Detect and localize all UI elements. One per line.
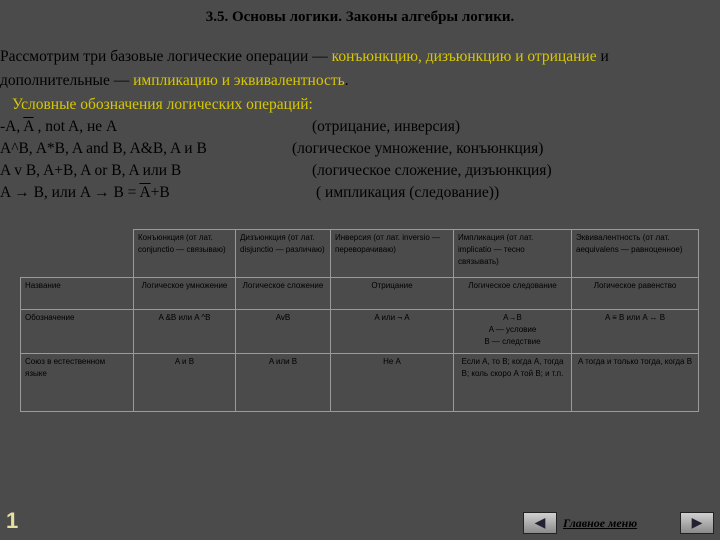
notation-left: A v B, A+B, A or B, A или B <box>0 162 182 179</box>
table-cell: A &B или A ^B <box>134 310 236 354</box>
slide-title: 3.5. Основы логики. Законы алгебры логики. <box>205 9 515 25</box>
notation-text: -A, <box>0 118 24 135</box>
table-cell: AvB <box>236 310 331 354</box>
table-cell: A и B <box>134 354 236 412</box>
notation-right: ( импликация (следование)) <box>316 184 500 201</box>
intro-highlight: импликацию и эквивалентность <box>133 72 345 89</box>
row-label: Обозначение <box>21 310 134 354</box>
row-label: Название <box>21 278 134 310</box>
arrow-right-icon: ▶ <box>691 515 703 531</box>
notation-text: A → B, или A → B = <box>0 184 140 201</box>
table-cell-line: A — условие <box>488 325 537 334</box>
table-row <box>21 310 699 354</box>
table-cell: A или ¬ A <box>331 310 454 354</box>
table-header: Инверсия (от лат. inversio — переворачиваю) <box>331 230 454 278</box>
main-menu-link[interactable]: Главное меню <box>563 516 638 530</box>
notation-left <box>0 184 170 202</box>
page-number: 1 <box>6 508 19 533</box>
table-row <box>21 278 699 310</box>
table-header: Импликация (от лат. implicatio — тесно связывать) <box>454 230 572 278</box>
table-cell: Логическое следование <box>454 278 572 310</box>
notation-text: , not A, не A <box>33 118 118 135</box>
notation-bar-text: $\overline{A}$ <box>139 184 151 201</box>
intro-line-2 <box>0 72 349 90</box>
intro-text: Рассмотрим три базовые логические операции — <box>0 48 332 65</box>
table-cell: A тогда и только тогда, когда B <box>572 354 699 412</box>
table-cell-line: A→B <box>503 313 522 322</box>
arrow-left-icon: ◀ <box>534 515 546 531</box>
notation-text: +B <box>150 184 170 201</box>
notation-right: (логическое сложение, дизъюнкция) <box>312 162 552 179</box>
implication-notation-cell <box>454 310 572 354</box>
table-header: Эквивалентность (от лат. aequivalens — равноценное) <box>572 230 699 278</box>
intro-text: и <box>596 48 609 65</box>
table-corner <box>21 230 134 278</box>
table-header: Дизъюнкция (от лат. disjunctio — различаю) <box>236 230 331 278</box>
intro-text: . <box>344 72 349 89</box>
table-cell: Логическое умножение <box>134 278 236 310</box>
table-cell: Если A, то B; когда A, тогда B; коль скоро A той B; и т.п. <box>454 354 572 412</box>
notation-left <box>0 118 117 136</box>
table-cell: Логическое равенство <box>572 278 699 310</box>
table-cell: Не A <box>331 354 454 412</box>
notation-bar-text: $\overline{A}$ <box>23 118 34 135</box>
intro-highlight: конъюнкцию, дизъюнкцию и отрицание <box>331 48 597 65</box>
table-cell: A или B <box>236 354 331 412</box>
notation-heading: Условные обозначения логических операций: <box>12 96 313 113</box>
table-cell-line: B — следствие <box>484 337 541 346</box>
table-cell: A ≡ B или A ↔ B <box>572 310 699 354</box>
table-cell: Логическое сложение <box>236 278 331 310</box>
intro-line-1 <box>0 48 609 66</box>
notation-right: (отрицание, инверсия) <box>312 118 461 135</box>
next-button[interactable] <box>680 512 714 534</box>
table-cell: Отрицание <box>331 278 454 310</box>
row-label: Союз в естественном языке <box>21 354 134 412</box>
notation-left: A^B, A*B, A and B, A&B, A и B <box>0 140 207 157</box>
notation-right: (логическое умножение, конъюнкция) <box>292 140 544 157</box>
table-row <box>21 354 699 412</box>
table-header-row <box>21 230 699 278</box>
table-cell-line <box>458 312 567 348</box>
intro-text: дополнительные — <box>0 72 134 89</box>
table-header: Конъюнкция (от лат. conjunctio — связываю) <box>134 230 236 278</box>
prev-button[interactable] <box>523 512 557 534</box>
operations-table <box>20 229 699 412</box>
